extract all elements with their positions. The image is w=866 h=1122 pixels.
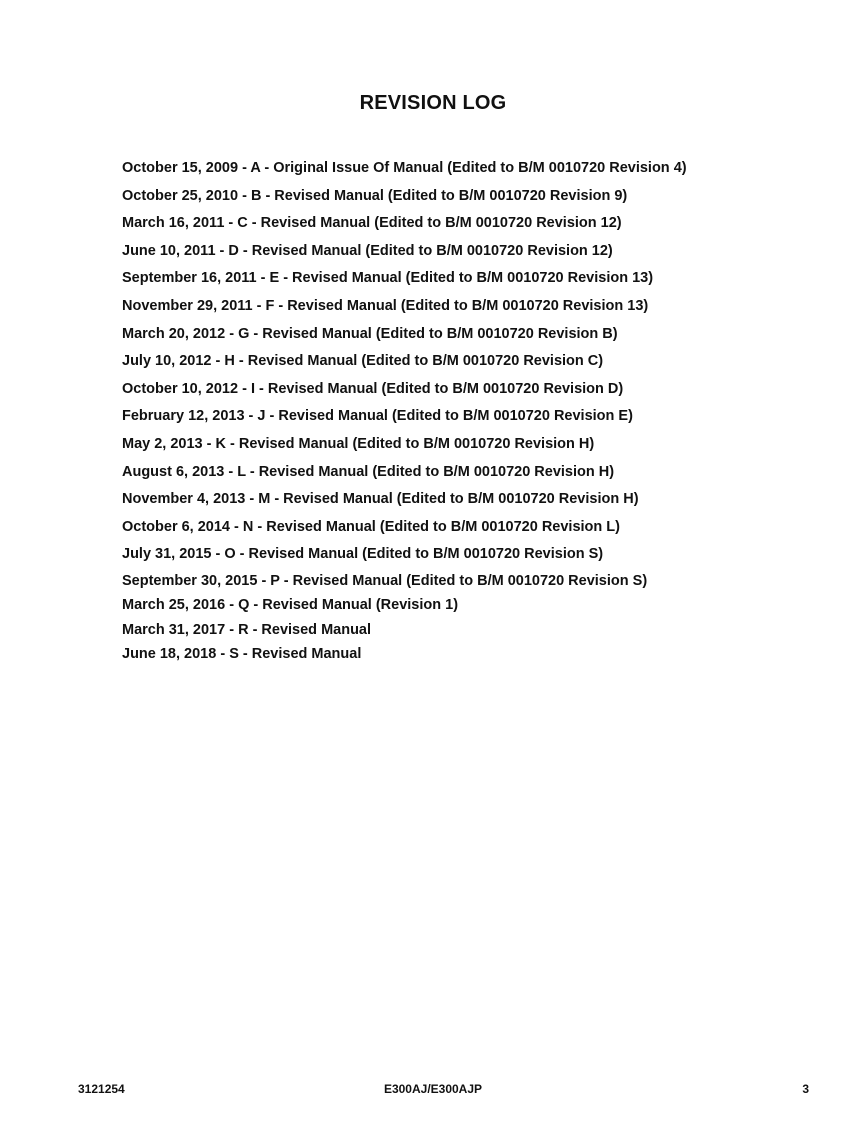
revision-entry: May 2, 2013 - K - Revised Manual (Edited to B/M 0010720 Revision H) — [122, 435, 595, 452]
revision-entry: September 30, 2015 - P - Revised Manual (Edited to B/M 0010720 Revision S) — [122, 572, 648, 589]
revision-entry: June 10, 2011 - D - Revised Manual (Edited to B/M 0010720 Revision 12) — [122, 242, 613, 259]
revision-entry: February 12, 2013 - J - Revised Manual (Edited to B/M 0010720 Revision E) — [122, 408, 633, 425]
footer-model: E300AJ/E300AJP — [383, 1082, 483, 1096]
revision-entry: March 31, 2017 - R - Revised Manual — [122, 621, 372, 638]
revision-entry: November 4, 2013 - M - Revised Manual (Edited to B/M 0010720 Revision H) — [122, 491, 639, 508]
revision-entry: March 16, 2011 - C - Revised Manual (Edited to B/M 0010720 Revision 12) — [122, 215, 622, 232]
revision-entry: October 10, 2012 - I - Revised Manual (Edited to B/M 0010720 Revision D) — [122, 380, 624, 397]
revision-entry: October 25, 2010 - B - Revised Manual (Edited to B/M 0010720 Revision 9) — [122, 187, 628, 204]
revision-entry: July 31, 2015 - O - Revised Manual (Edited to B/M 0010720 Revision S) — [122, 546, 604, 563]
revision-entry: July 10, 2012 - H - Revised Manual (Edited to B/M 0010720 Revision C) — [122, 353, 604, 370]
revision-entry: September 16, 2011 - E - Revised Manual (Edited to B/M 0010720 Revision 13) — [122, 270, 654, 287]
revision-entry: October 15, 2009 - A - Original Issue Of Manual (Edited to B/M 0010720 Revision 4) — [122, 160, 687, 176]
footer-doc-number: 3121254 — [78, 1082, 125, 1096]
revision-entry: March 25, 2016 - Q - Revised Manual (Revision 1) — [122, 597, 459, 614]
page-title: REVISION LOG — [359, 92, 507, 114]
revision-entry: June 18, 2018 - S - Revised Manual — [122, 646, 362, 663]
revision-entry: March 20, 2012 - G - Revised Manual (Edited to B/M 0010720 Revision B) — [122, 325, 618, 342]
footer-page-number: 3 — [802, 1082, 809, 1096]
revision-log-list — [122, 155, 687, 667]
revision-entry: October 6, 2014 - N - Revised Manual (Edited to B/M 0010720 Revision L) — [122, 518, 620, 535]
revision-entry: November 29, 2011 - F - Revised Manual (Edited to B/M 0010720 Revision 13) — [122, 297, 649, 314]
revision-entry: August 6, 2013 - L - Revised Manual (Edited to B/M 0010720 Revision H) — [122, 463, 615, 480]
